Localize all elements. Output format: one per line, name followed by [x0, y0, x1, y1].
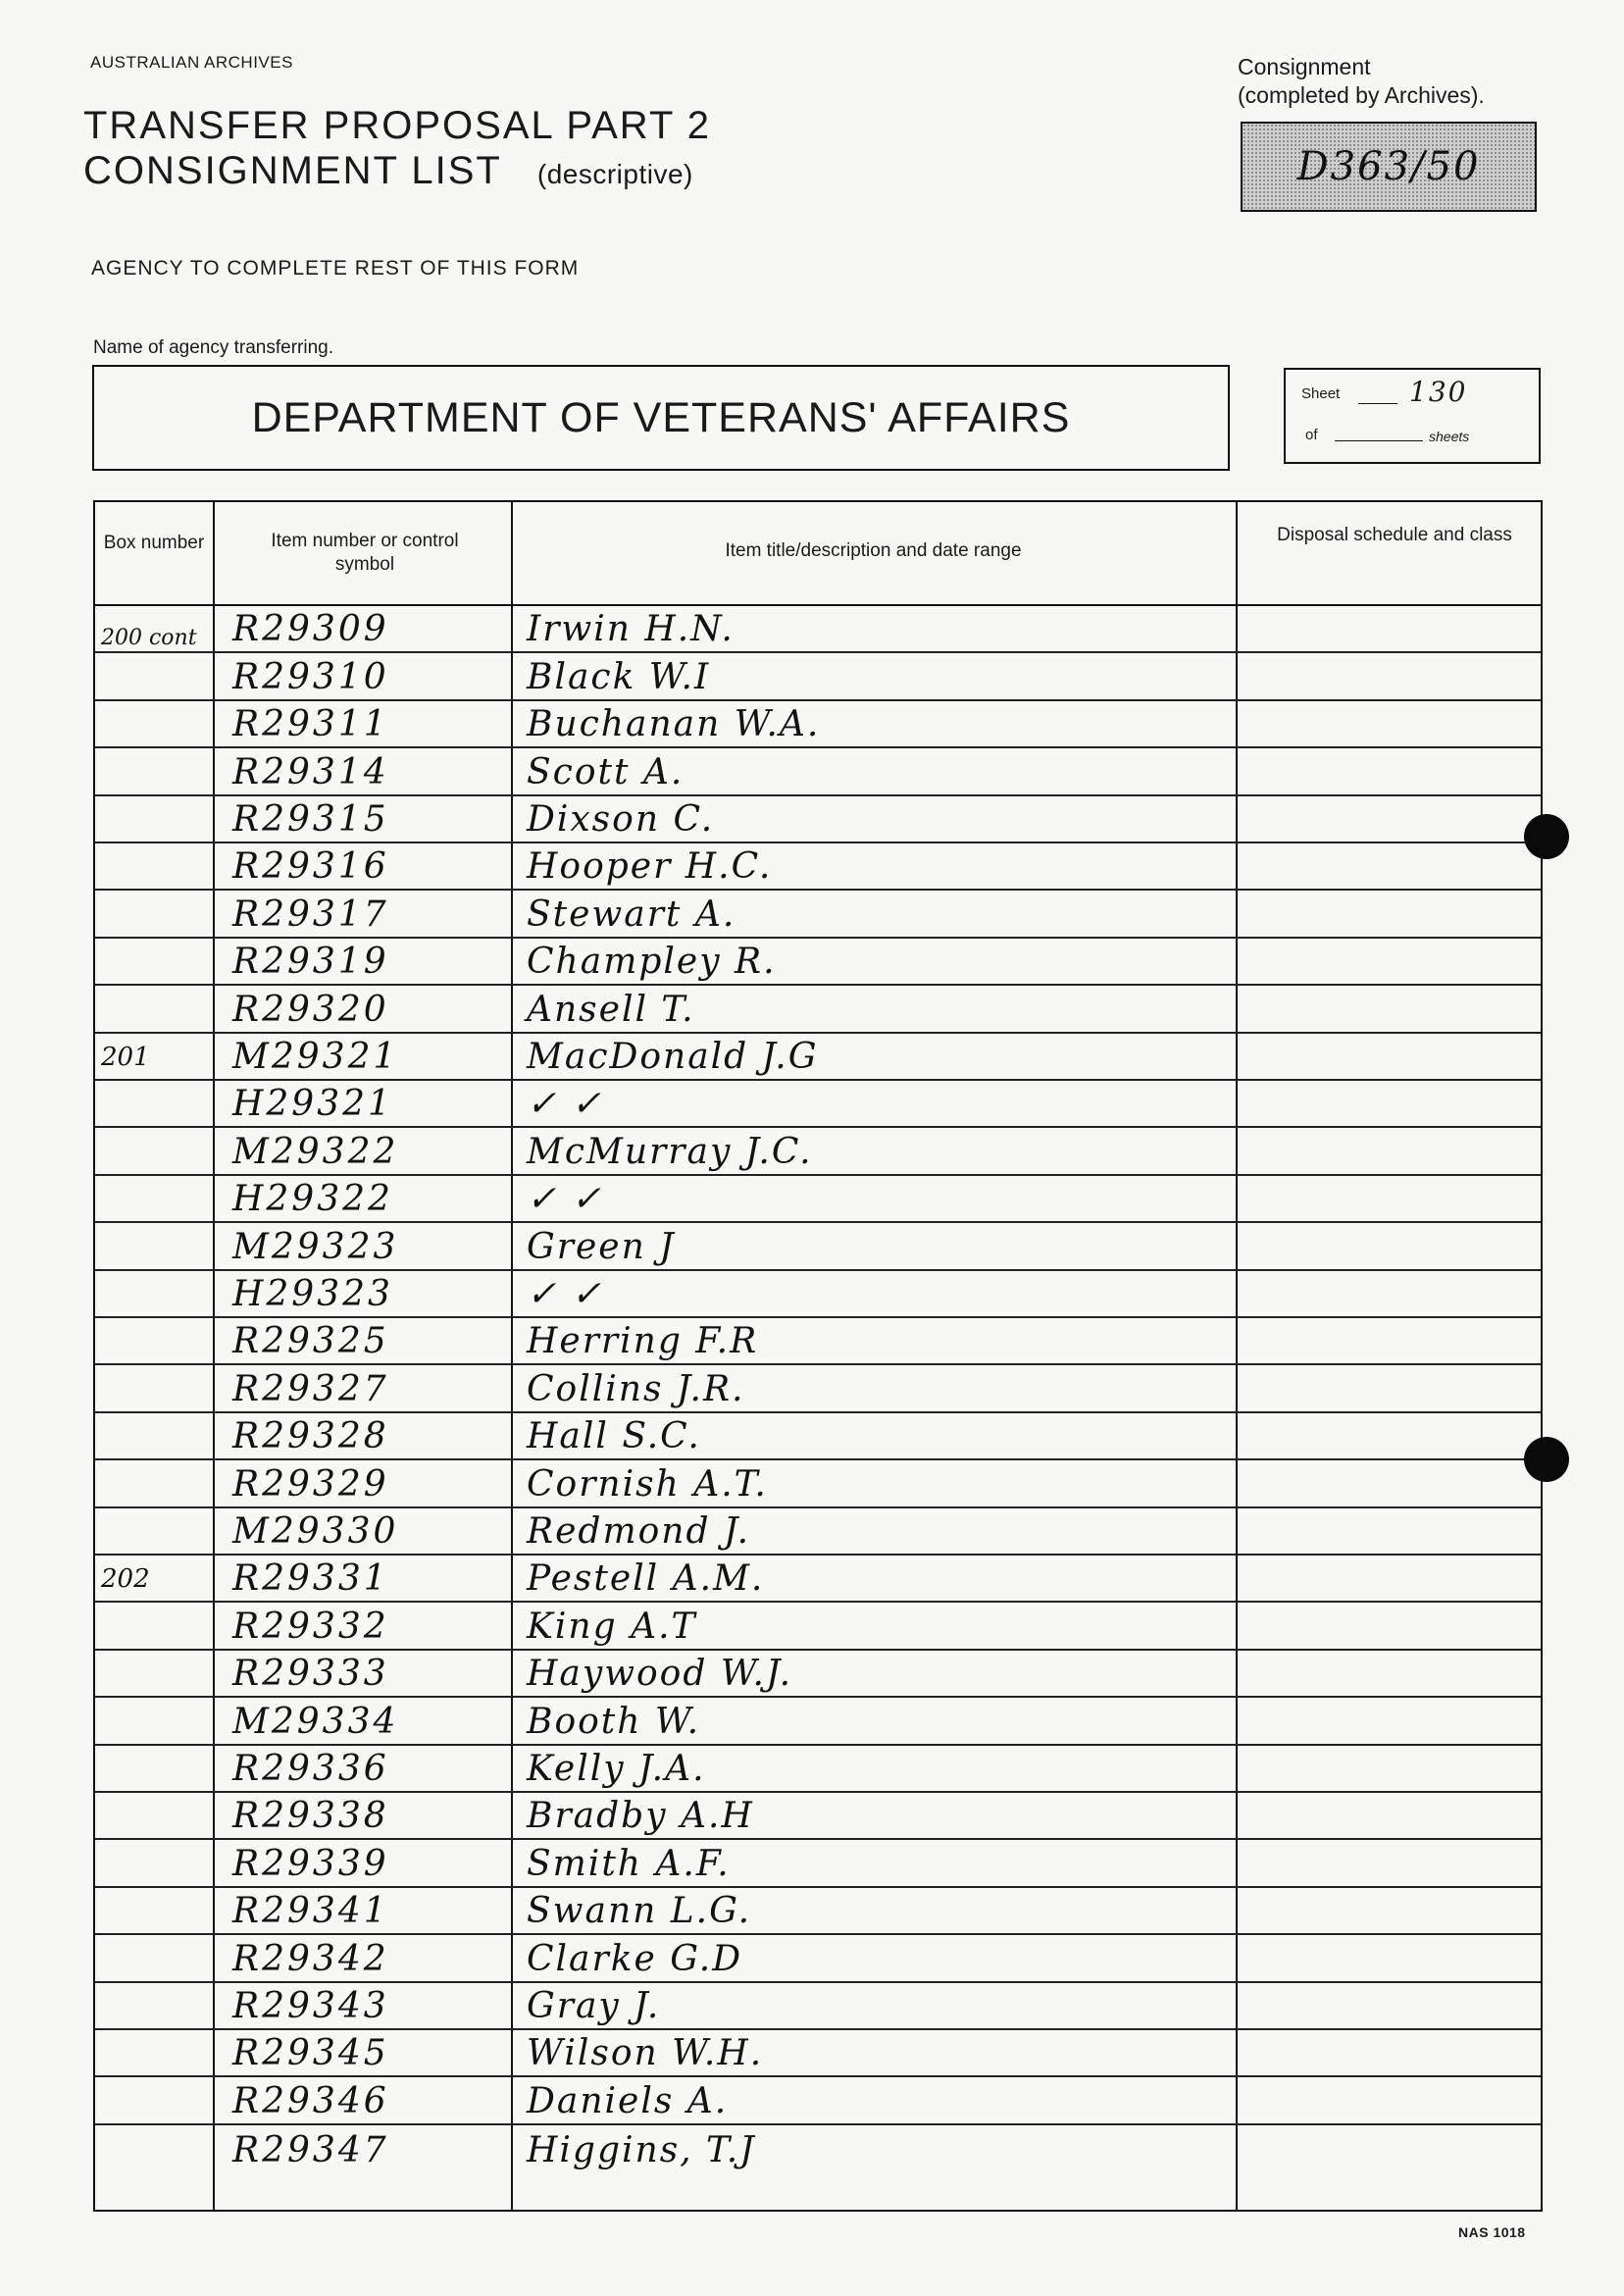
table-row — [95, 1935, 1541, 1982]
item-number-cell: M29322 — [232, 1131, 399, 1172]
sheets-label: sheets — [1429, 429, 1470, 444]
punch-hole-bottom — [1524, 1437, 1569, 1482]
item-title-cell: Collins J.R. — [527, 1368, 745, 1409]
item-title-cell: ✓ ✓ — [527, 1084, 603, 1125]
item-number-cell: R29333 — [232, 1654, 389, 1695]
table-row — [95, 1318, 1541, 1365]
table-row — [95, 891, 1541, 938]
item-number-cell: M29334 — [232, 1701, 399, 1742]
of-label: of — [1305, 427, 1318, 443]
table-row — [95, 1793, 1541, 1840]
table-row — [95, 1128, 1541, 1175]
item-number-cell: H29321 — [232, 1084, 393, 1125]
item-title-cell: ✓ ✓ — [527, 1179, 603, 1220]
item-title-cell: Buchanan W.A. — [527, 704, 821, 745]
table-row — [95, 1508, 1541, 1556]
item-number-cell: R29315 — [232, 798, 389, 840]
item-title-cell: Irwin H.N. — [527, 609, 735, 650]
form-title-line2-text: CONSIGNMENT LIST — [83, 149, 502, 192]
item-number-cell: R29339 — [232, 1843, 389, 1884]
table-row — [95, 606, 1541, 653]
agency-name-box — [92, 365, 1230, 471]
table-row — [95, 986, 1541, 1033]
table-row — [95, 1698, 1541, 1745]
item-number-cell: M29323 — [232, 1226, 399, 1267]
item-title-cell: Pestell A.M. — [527, 1558, 765, 1600]
form-code: NAS 1018 — [1458, 2224, 1526, 2240]
organization-label: AUSTRALIAN ARCHIVES — [90, 53, 293, 72]
item-title-cell: Redmond J. — [527, 1510, 751, 1552]
item-title-cell: King A.T — [527, 1606, 697, 1647]
table-row — [95, 1176, 1541, 1223]
item-number-cell: R29341 — [232, 1891, 389, 1932]
item-title-cell: Black W.I — [527, 656, 711, 697]
sheet-label-text: Sheet — [1301, 385, 1341, 402]
punch-hole-top — [1524, 814, 1569, 859]
item-number-cell: R29310 — [232, 656, 389, 697]
item-number-cell: R29319 — [232, 942, 389, 983]
table-row — [95, 653, 1541, 700]
table-row — [95, 843, 1541, 891]
item-title-cell: Booth W. — [527, 1701, 701, 1742]
item-title-cell: Swann L.G. — [527, 1891, 752, 1932]
sheet-number: 130 — [1409, 376, 1468, 408]
item-number-cell: R29347 — [232, 2130, 389, 2171]
item-title-cell: Daniels A. — [527, 2080, 729, 2121]
form-title-line1: TRANSFER PROPOSAL PART 2 — [83, 104, 712, 147]
header-item-number: Item number or control symbol — [271, 531, 459, 575]
header-disposal: Disposal schedule and class — [1277, 525, 1512, 545]
item-title-cell: Green J — [527, 1226, 676, 1267]
box-number-cell: 200 cont — [101, 626, 197, 651]
agency-name: DEPARTMENT OF VETERANS' AFFAIRS — [251, 393, 1071, 441]
item-title-cell: McMurray J.C. — [527, 1131, 813, 1172]
item-number-cell: R29342 — [232, 1938, 389, 1979]
agency-name-label: Name of agency transferring. — [93, 337, 334, 358]
item-title-cell: Higgins, T.J — [527, 2130, 756, 2171]
item-number-cell: R29332 — [232, 1606, 389, 1647]
table-row — [95, 1983, 1541, 2030]
form-title-suffix: (descriptive) — [536, 159, 693, 189]
item-number-cell: R29343 — [232, 1985, 389, 2026]
item-title-cell: Bradby A.H — [527, 1796, 754, 1837]
table-row — [95, 1223, 1541, 1270]
item-title-cell: Dixson C. — [527, 798, 715, 840]
item-number-cell: R29309 — [232, 609, 389, 650]
item-number-cell: R29320 — [232, 989, 389, 1030]
table-row — [95, 1603, 1541, 1650]
box-number-cell: 201 — [101, 1042, 150, 1072]
item-number-cell: R29311 — [232, 704, 389, 745]
table-row — [95, 939, 1541, 986]
sheet-box — [1284, 368, 1541, 464]
item-number-cell: R29314 — [232, 751, 389, 792]
item-number-cell: R29316 — [232, 846, 389, 888]
item-title-cell: Hooper H.C. — [527, 846, 773, 888]
table-row — [95, 796, 1541, 843]
table-row — [95, 1746, 1541, 1793]
item-title-cell: ✓ ✓ — [527, 1273, 603, 1314]
consignment-label-line1: Consignment — [1238, 54, 1371, 79]
item-title-cell: Haywood W.J. — [527, 1654, 793, 1695]
item-title-cell: Scott A. — [527, 751, 685, 792]
table-row — [95, 1460, 1541, 1507]
header-item-title: Item title/description and date range — [725, 540, 1022, 561]
consignment-label — [1238, 53, 1485, 110]
item-title-cell: Smith A.F. — [527, 1843, 731, 1884]
item-title-cell: Wilson W.H. — [527, 2033, 764, 2074]
table-row — [95, 1840, 1541, 1887]
item-number-cell: H29322 — [232, 1179, 393, 1220]
item-number-cell: M29321 — [232, 1036, 399, 1077]
item-number-cell: R29327 — [232, 1368, 389, 1409]
table-row — [95, 2125, 1541, 2172]
table-row — [95, 748, 1541, 795]
table-row — [95, 1888, 1541, 1935]
table-row — [95, 1271, 1541, 1318]
item-number-cell: R29317 — [232, 893, 389, 935]
item-title-cell: Cornish A.T. — [527, 1463, 768, 1505]
table-row — [95, 1081, 1541, 1128]
consignment-number: D363/50 — [1296, 144, 1481, 189]
sheet-label — [1301, 385, 1340, 402]
consignment-label-line2: (completed by Archives). — [1238, 82, 1485, 108]
item-title-cell: Clarke G.D — [527, 1938, 743, 1979]
table-row — [95, 701, 1541, 748]
item-title-cell: Hall S.C. — [527, 1416, 701, 1457]
table-row — [95, 2030, 1541, 2077]
item-number-cell: M29330 — [232, 1510, 399, 1552]
consignment-table — [93, 500, 1543, 2212]
item-number-cell: R29336 — [232, 1748, 389, 1789]
item-number-cell: R29345 — [232, 2033, 389, 2074]
item-title-cell: MacDonald J.G — [527, 1036, 819, 1077]
consignment-number-box — [1241, 122, 1537, 212]
item-number-cell: R29346 — [232, 2080, 389, 2121]
table-row — [95, 1365, 1541, 1412]
item-number-cell: R29329 — [232, 1463, 389, 1505]
form-title-line2 — [83, 148, 711, 197]
agency-instruction: AGENCY TO COMPLETE REST OF THIS FORM — [91, 257, 580, 280]
item-title-cell: Stewart A. — [527, 893, 736, 935]
item-number-cell: H29323 — [232, 1273, 393, 1314]
item-title-cell: Kelly J.A. — [527, 1748, 706, 1789]
table-row — [95, 1034, 1541, 1081]
table-row — [95, 1651, 1541, 1698]
item-number-cell: R29331 — [232, 1558, 389, 1600]
item-title-cell: Champley R. — [527, 942, 777, 983]
table-row — [95, 2077, 1541, 2124]
item-title-cell: Ansell T. — [527, 989, 695, 1030]
form-title — [83, 103, 711, 197]
header-box-number: Box number — [103, 533, 205, 553]
table-row — [95, 1413, 1541, 1460]
item-number-cell: R29325 — [232, 1321, 389, 1362]
table-row — [95, 1556, 1541, 1603]
item-number-cell: R29328 — [232, 1416, 389, 1457]
item-number-cell: R29338 — [232, 1796, 389, 1837]
box-number-cell: 202 — [101, 1564, 150, 1595]
item-title-cell: Herring F.R — [527, 1321, 759, 1362]
item-title-cell: Gray J. — [527, 1985, 661, 2026]
